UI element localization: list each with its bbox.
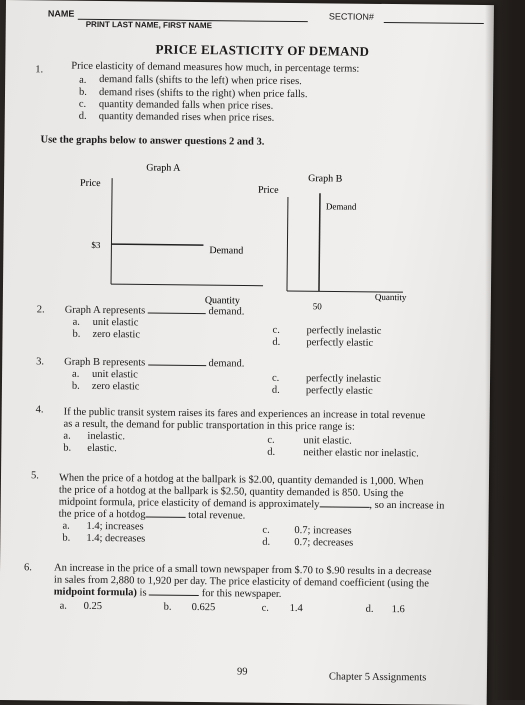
q6-option-c-letter: c.	[261, 602, 269, 614]
q2-number: 2.	[36, 304, 45, 316]
q5-option-b-letter: b.	[62, 532, 71, 544]
q2-stem: Graph A represents demand.	[64, 304, 245, 318]
graph-a-y-label: Price	[80, 177, 101, 190]
graph-a-x-axis	[111, 284, 263, 286]
graph-a-demand-curve	[111, 244, 203, 245]
q4-option-c-letter: c.	[267, 434, 275, 446]
q3-stem: Graph B represents demand.	[64, 356, 245, 370]
q2-option-a-letter: a.	[72, 316, 80, 328]
q1-option-text: quantity demanded rises when price rises.	[98, 110, 275, 124]
q4-line2: as a result, the demand for public transportation in this price range is:	[63, 418, 355, 433]
q2-option-d-letter: d.	[272, 336, 281, 348]
q4-number: 4.	[35, 404, 44, 416]
graph-b-x-label: Quantity	[374, 291, 407, 303]
graphs-instruction: Use the graphs below to answer questions 2 and 3.	[40, 134, 265, 148]
q5-option-c-text: 0.7; increases	[294, 525, 352, 537]
graph-a-y-axis	[111, 178, 112, 284]
q4-option-d-text: neither elastic nor inelastic.	[303, 447, 419, 460]
q2-option-a-text: unit elastic	[92, 316, 139, 329]
q3-option-b-text: zero elastic	[91, 380, 140, 393]
page-edge-shadow	[485, 0, 525, 700]
q2-option-c-text: perfectly inelastic	[306, 325, 382, 337]
q5-line1: When the price of a hotdog at the ballpark is $2.00, quantity demanded is 1,000. When	[58, 472, 424, 488]
q5-option-a-letter: a.	[62, 520, 70, 532]
graph-a-x-label: Quantity	[204, 295, 240, 307]
graph-a-title: Graph A	[146, 162, 181, 174]
q4-option-d-letter: d.	[267, 446, 276, 458]
q6-option-a-letter: a.	[59, 600, 68, 612]
q1-option-text: quantity demanded falls when price rises.	[98, 98, 274, 112]
q5-option-d-text: 0.7; decreases	[294, 537, 354, 549]
graph-a	[73, 156, 275, 308]
q2-option-b-text: zero elastic	[92, 328, 141, 341]
graph-b-title: Graph B	[308, 173, 343, 185]
graph-b	[253, 163, 465, 320]
q4-option-b-letter: b.	[63, 442, 72, 454]
q5-line3: midpoint formula, price elasticity of demand is approximately , so an increase in	[58, 496, 445, 512]
q3-option-a-letter: a.	[72, 368, 80, 380]
name-label: NAME	[47, 8, 75, 19]
graph-b-y-label: Price	[257, 184, 279, 196]
q6-line2: in sales from 2,880 to 1,920 per day. The price elasticity of demand coefficient (using the	[53, 574, 430, 590]
q1-option-text: demand rises (shifts to the right) when price falls.	[98, 86, 308, 101]
q1-number: 1.	[35, 64, 44, 76]
q6-option-d-letter: d.	[365, 603, 374, 615]
q3-number: 3.	[36, 356, 45, 368]
graph-a-demand-label: Demand	[209, 245, 244, 257]
q3-option-a-text: unit elastic	[92, 368, 138, 381]
q1-option-letter: d.	[78, 110, 87, 122]
q1-option-letter: a.	[79, 74, 87, 86]
q1-stem: Price elasticity of demand measures how much, in percentage terms:	[71, 60, 360, 75]
q6-line3: midpoint formula) is for this newspaper.	[53, 586, 282, 600]
q3-option-c-text: perfectly inelastic	[305, 373, 382, 385]
q6-option-d-text: 1.6	[391, 604, 405, 616]
name-hint: PRINT LAST NAME, FIRST NAME	[85, 19, 213, 31]
page-number: 99	[236, 666, 248, 678]
q6-option-a-text: 0.25	[83, 600, 103, 613]
page-title: PRICE ELASTICITY OF DEMAND	[155, 41, 370, 59]
q4-option-a-text: inelastic.	[87, 430, 126, 443]
q4-option-a-letter: a.	[63, 430, 71, 442]
q2-option-b-letter: b.	[72, 328, 81, 340]
q2-option-c-letter: c.	[272, 324, 280, 336]
q6-option-c-text: 1.4	[289, 603, 303, 615]
graph-b-y-axis	[287, 197, 288, 291]
graph-b-demand-label: Demand	[325, 201, 357, 212]
q5-line4: the price of a hotdog total revenue.	[58, 508, 246, 522]
q1-option-text: demand falls (shifts to the left) when price rises.	[99, 73, 302, 88]
q5-line2: the price of a hotdog at the ballpark is $2.50, quantity demanded is 850. Using the	[58, 484, 404, 500]
q4-option-b-text: elastic.	[87, 442, 117, 455]
q5-option-b-text: 1.4; decreases	[86, 532, 146, 545]
q4-option-c-text: unit elastic.	[303, 435, 352, 447]
q3-option-d-letter: d.	[271, 384, 280, 396]
q3-option-b-letter: b.	[71, 380, 80, 392]
q6-number: 6.	[23, 562, 32, 574]
q1-option-letter: c.	[78, 98, 87, 110]
q4-line1: If the public transit system raises its fares and experiences an increase in total revenue	[63, 406, 426, 422]
graph-b-qty-tick: 50	[312, 301, 322, 312]
q5-number: 5.	[30, 470, 39, 482]
q5-option-c-letter: c.	[262, 524, 270, 536]
chapter-footer: Chapter 5 Assignments	[328, 671, 427, 684]
graph-b-demand-curve	[319, 193, 320, 291]
q3-option-c-letter: c.	[271, 372, 280, 384]
q6-option-b-text: 0.625	[191, 601, 216, 614]
q2-option-d-text: perfectly elastic	[306, 337, 374, 349]
q6-option-b-letter: b.	[163, 601, 172, 613]
q5-option-a-text: 1.4; increases	[86, 520, 144, 533]
section-underline	[384, 22, 484, 24]
q6-line1: An increase in the price of a small town newspaper from $.70 to $.90 results in a decrease	[53, 562, 432, 578]
q5-option-d-letter: d.	[262, 536, 271, 548]
q3-option-d-text: perfectly elastic	[305, 385, 373, 397]
q1-option-letter: b.	[78, 86, 87, 98]
section-label: SECTION#	[328, 11, 374, 22]
graph-a-price-tick: $3	[91, 239, 101, 251]
